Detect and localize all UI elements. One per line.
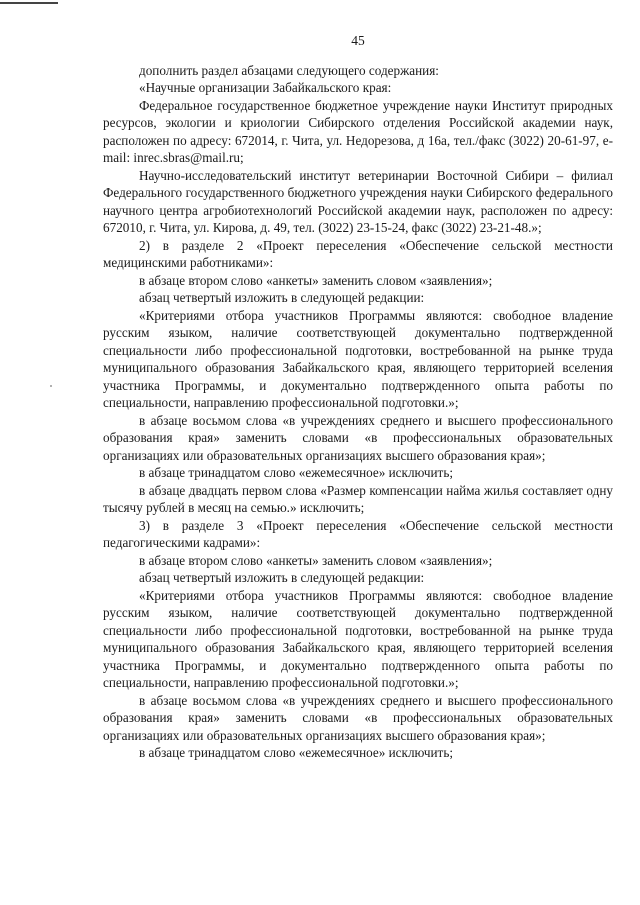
paragraph: 3) в разделе 3 «Проект переселения «Обеспечение сельской местности педагогическими кадрами»: <box>103 517 613 550</box>
paragraph: в абзаце втором слово «анкеты» заменить словом «заявления»; <box>139 552 493 568</box>
document-page <box>103 32 613 762</box>
paragraph: «Критериями отбора участников Программы являются: свободное владение русским языком, наличие соответствующей документально подтвержденной специальности либо профессиональной подготовки, востребованной на рынке труда муниципального образования Забайкальского края, являющего территорией вселения участника Программы, и документально подтвержденного опыта работы по специальности, направлению профессиональной подготовки.»; <box>103 307 613 410</box>
paragraph: Федеральное государственное бюджетное учреждение науки Институт природных ресурсов, экологии и криологии Сибирского отделения Российской академии наук, расположен по адресу: 672014, г. Чита, ул. Недорезова, д 16а, тел./факс (3022) 20-61-97, e-mail: inrec.sbras@mail.ru; <box>103 97 613 165</box>
paragraph: «Научные организации Забайкальского края: <box>139 80 392 95</box>
paragraph: в абзаце восьмом слова «в учреждениях среднего и высшего профессионального образования края» заменить словами «в профессиональных образовательных организациях или образовательных организациях высшего образования края»; <box>103 692 613 743</box>
scan-speck <box>50 385 52 387</box>
paragraph: в абзаце тринадцатом слово «ежемесячное» исключить; <box>139 465 454 480</box>
scan-edge-mark <box>0 2 58 4</box>
paragraph: «Критериями отбора участников Программы являются: свободное владение русским языком, наличие соответствующей документально подтвержденной специальности либо профессиональной подготовки, востребованной на рынке труда муниципального образования Забайкальского края, являющего территорией вселения участника Программы, и документально подтвержденного опыта работы по специальности, направлению профессиональной подготовки.»; <box>103 587 613 690</box>
paragraph: в абзаце тринадцатом слово «ежемесячное» исключить; <box>139 745 454 760</box>
paragraph: дополнить раздел абзацами следующего содержания: <box>139 62 439 78</box>
paragraph: 2) в разделе 2 «Проект переселения «Обеспечение сельской местности медицинскими работниками»: <box>103 237 613 270</box>
page-number: 45 <box>351 33 365 48</box>
paragraph: в абзаце двадцать первом слова «Размер компенсации найма жилья составляет одну тысячу рублей в месяц на семью.» исключить; <box>103 482 613 515</box>
paragraph: абзац четвертый изложить в следующей редакции: <box>139 570 425 585</box>
paragraph: в абзаце втором слово «анкеты» заменить словом «заявления»; <box>139 272 493 288</box>
paragraph: в абзаце восьмом слова «в учреждениях среднего и высшего профессионального образования края» заменить словами «в профессиональных образовательных организациях или образовательных организациях высшего образования края»; <box>103 412 613 463</box>
paragraph: абзац четвертый изложить в следующей редакции: <box>139 290 425 305</box>
paragraph: Научно-исследовательский институт ветеринарии Восточной Сибири – филиал Федерального государственного бюджетного учреждения науки Сибирского федерального научного центра агробиотехнологий Российской академии наук, расположен по адресу: 672010, г. Чита, ул. Кирова, д. 49, тел. (3022) 23-15-24, факс (3022) 23-21-48.»; <box>103 167 613 235</box>
